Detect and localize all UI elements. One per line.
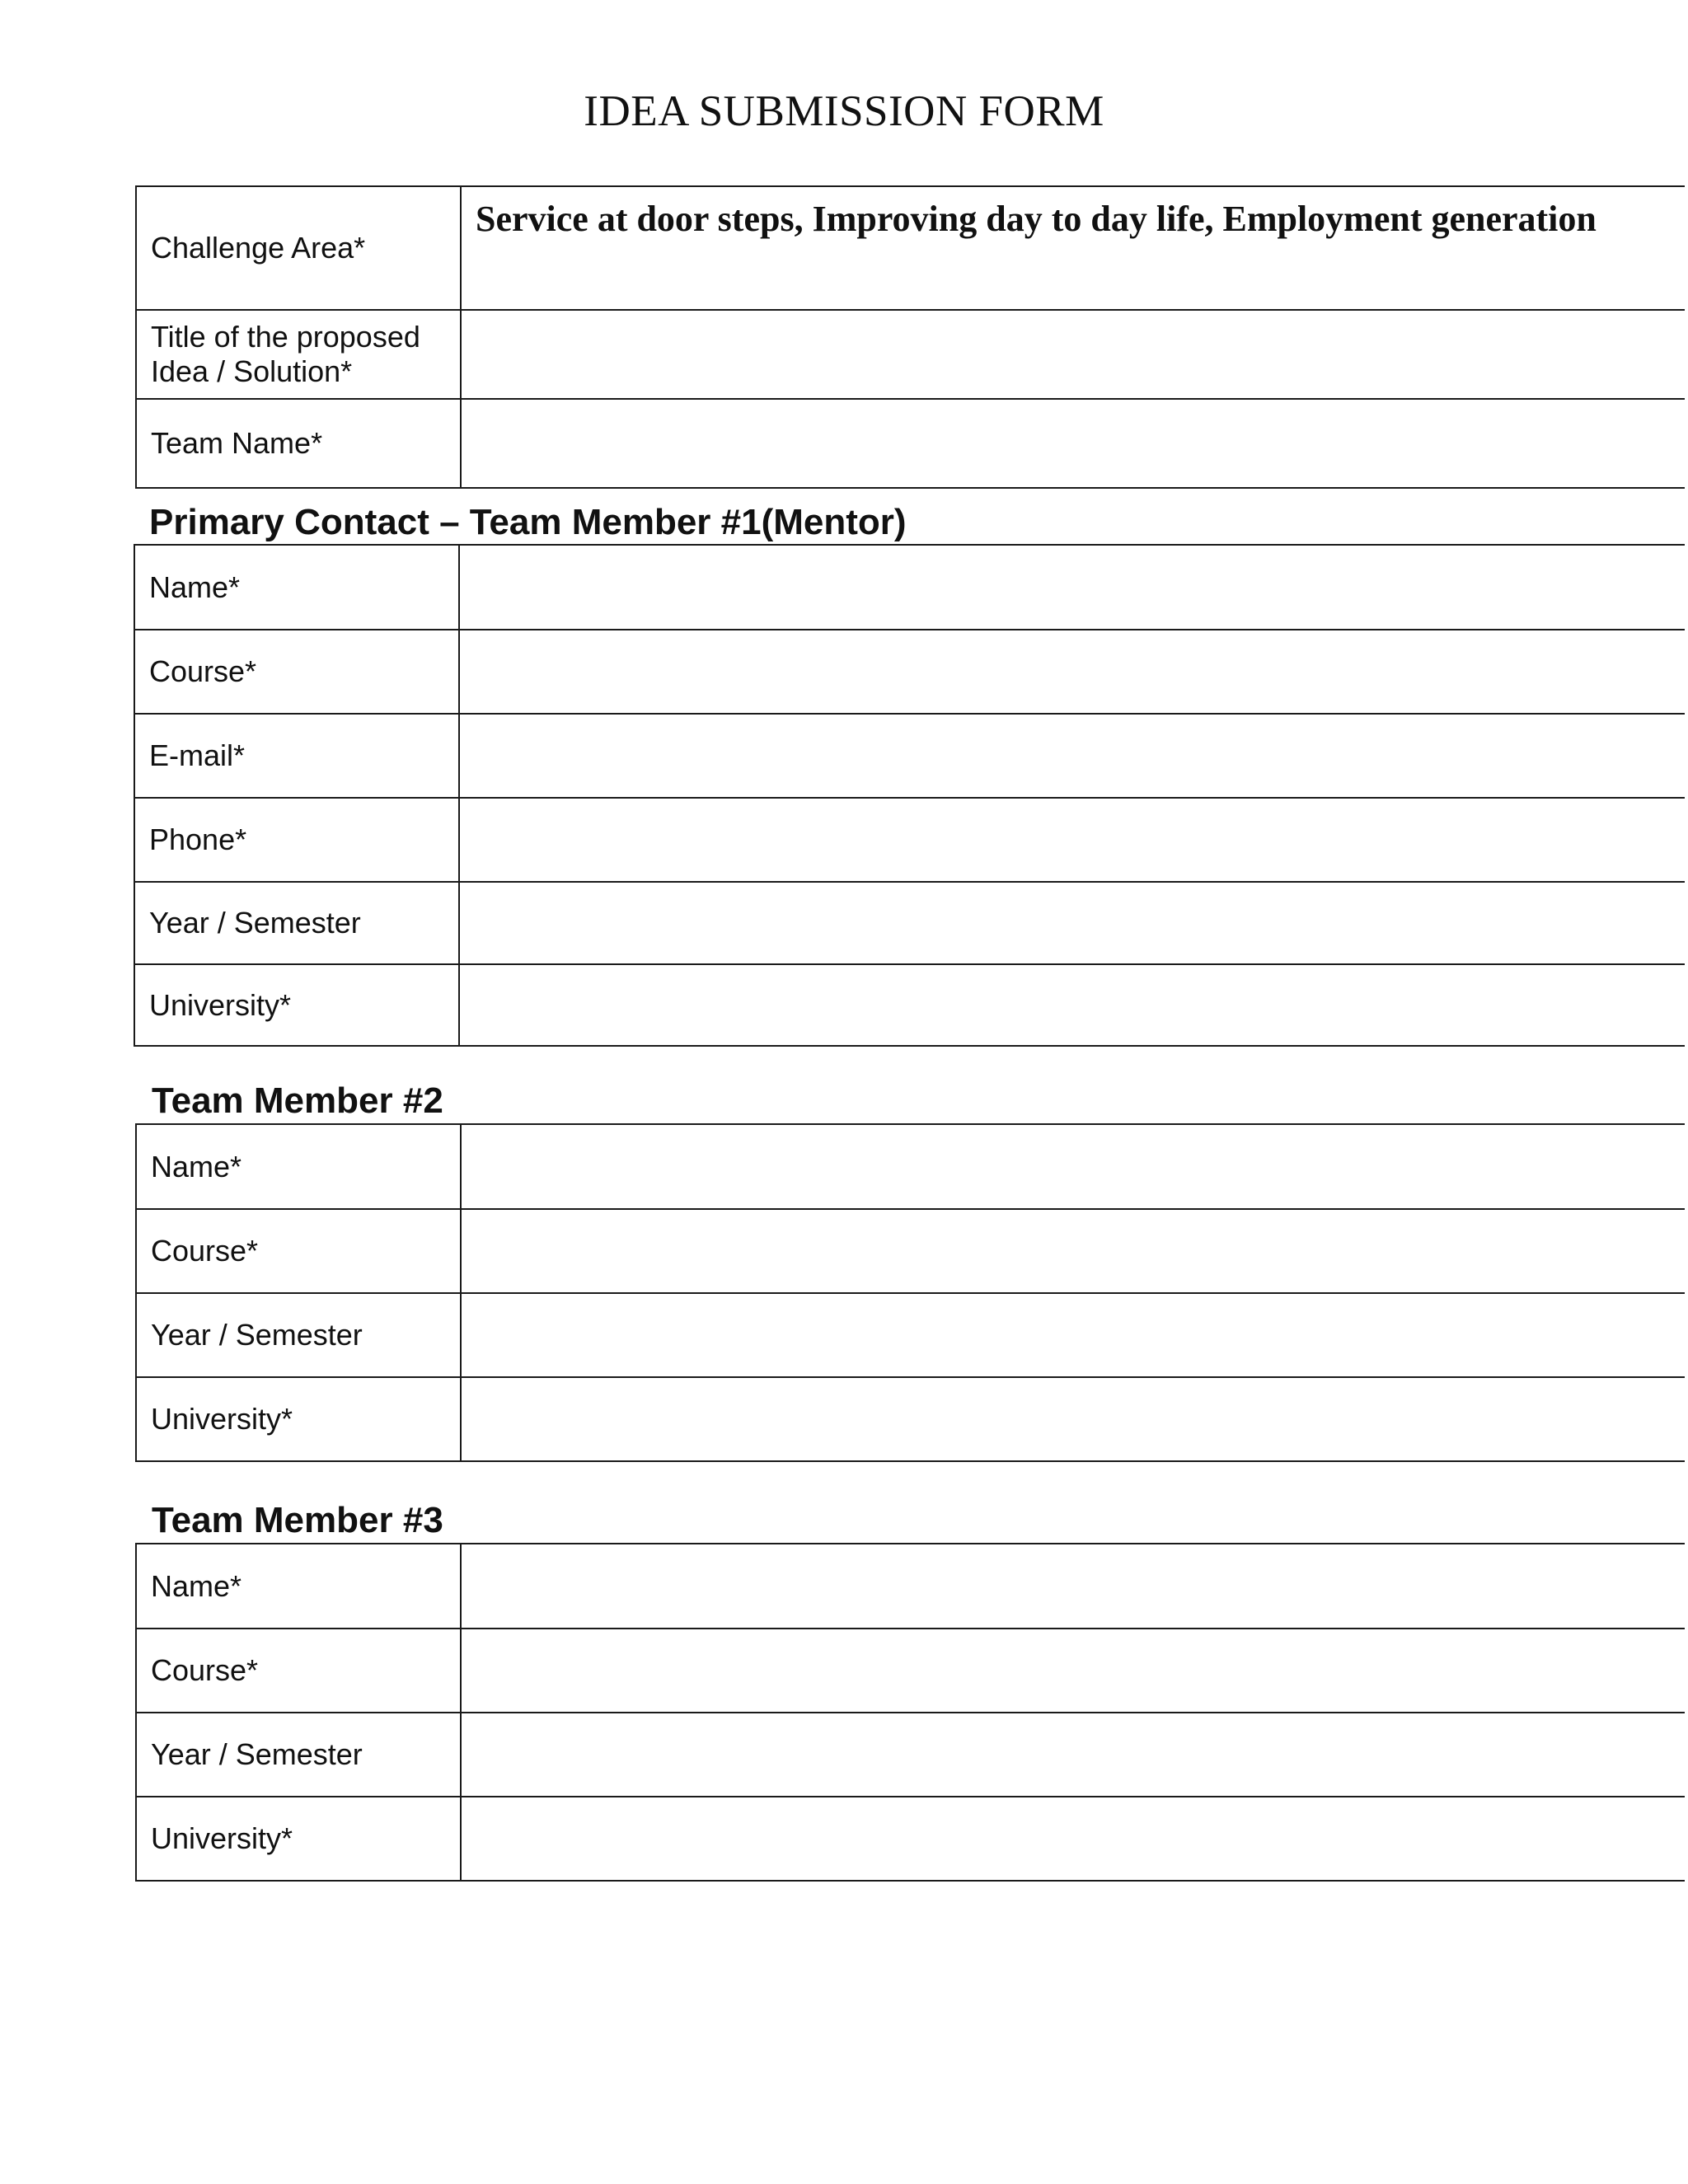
member2-year-label: Year / Semester — [136, 1293, 461, 1377]
member2-university-row — [136, 1377, 1685, 1461]
member3-university-label: University* — [136, 1797, 461, 1881]
member1-year-row — [134, 882, 1685, 964]
member1-course-field[interactable] — [459, 630, 1685, 714]
member1-year-field[interactable] — [459, 882, 1685, 964]
member1-email-label: E-mail* — [134, 714, 459, 798]
member3-table — [135, 1543, 1685, 1882]
page-title: IDEA SUBMISSION FORM — [584, 87, 1104, 135]
member2-university-field[interactable] — [461, 1377, 1685, 1461]
member3-university-row — [136, 1797, 1685, 1881]
member3-heading: Team Member #3 — [152, 1500, 443, 1540]
member2-year-field[interactable] — [461, 1293, 1685, 1377]
challenge-area-label: Challenge Area* — [136, 186, 461, 310]
idea-title-label — [136, 310, 461, 399]
member2-name-row — [136, 1124, 1685, 1209]
idea-title-field[interactable] — [461, 310, 1685, 399]
member1-name-field[interactable] — [459, 545, 1685, 630]
member2-course-label: Course* — [136, 1209, 461, 1293]
member3-year-label: Year / Semester — [136, 1713, 461, 1797]
member2-university-label: University* — [136, 1377, 461, 1461]
member1-year-label: Year / Semester — [134, 882, 459, 964]
member3-year-row — [136, 1713, 1685, 1797]
member1-email-field[interactable] — [459, 714, 1685, 798]
member3-year-field[interactable] — [461, 1713, 1685, 1797]
team-name-label: Team Name* — [136, 399, 461, 488]
member1-phone-field[interactable] — [459, 798, 1685, 882]
member3-name-row — [136, 1544, 1685, 1629]
member3-name-field[interactable] — [461, 1544, 1685, 1629]
team-name-field[interactable] — [461, 399, 1685, 488]
member3-course-label: Course* — [136, 1629, 461, 1713]
member1-table — [134, 544, 1685, 1047]
member2-table — [135, 1123, 1685, 1462]
member1-course-label: Course* — [134, 630, 459, 714]
challenge-area-row — [136, 186, 1685, 310]
member3-course-field[interactable] — [461, 1629, 1685, 1713]
member1-email-row — [134, 714, 1685, 798]
member1-name-row — [134, 545, 1685, 630]
member1-course-row — [134, 630, 1685, 714]
team-name-row — [136, 399, 1685, 488]
member2-year-row — [136, 1293, 1685, 1377]
idea-info-table — [135, 185, 1685, 489]
member1-phone-row — [134, 798, 1685, 882]
member1-phone-label: Phone* — [134, 798, 459, 882]
member1-university-row — [134, 964, 1685, 1046]
member3-university-field[interactable] — [461, 1797, 1685, 1881]
idea-title-label-line2: Idea / Solution* — [151, 354, 353, 388]
member3-course-row — [136, 1629, 1685, 1713]
challenge-area-value[interactable]: Service at door steps, Improving day to day life, Employment generation — [461, 186, 1685, 310]
member1-name-label: Name* — [134, 545, 459, 630]
member1-university-label: University* — [134, 964, 459, 1046]
member2-course-row — [136, 1209, 1685, 1293]
member2-course-field[interactable] — [461, 1209, 1685, 1293]
member3-name-label: Name* — [136, 1544, 461, 1629]
idea-title-label-line1: Title of the proposed — [151, 320, 420, 354]
member1-heading: Primary Contact – Team Member #1(Mentor) — [149, 502, 907, 542]
member2-heading: Team Member #2 — [152, 1080, 443, 1121]
member2-name-field[interactable] — [461, 1124, 1685, 1209]
member2-name-label: Name* — [136, 1124, 461, 1209]
idea-title-row — [136, 310, 1685, 399]
member1-university-field[interactable] — [459, 964, 1685, 1046]
